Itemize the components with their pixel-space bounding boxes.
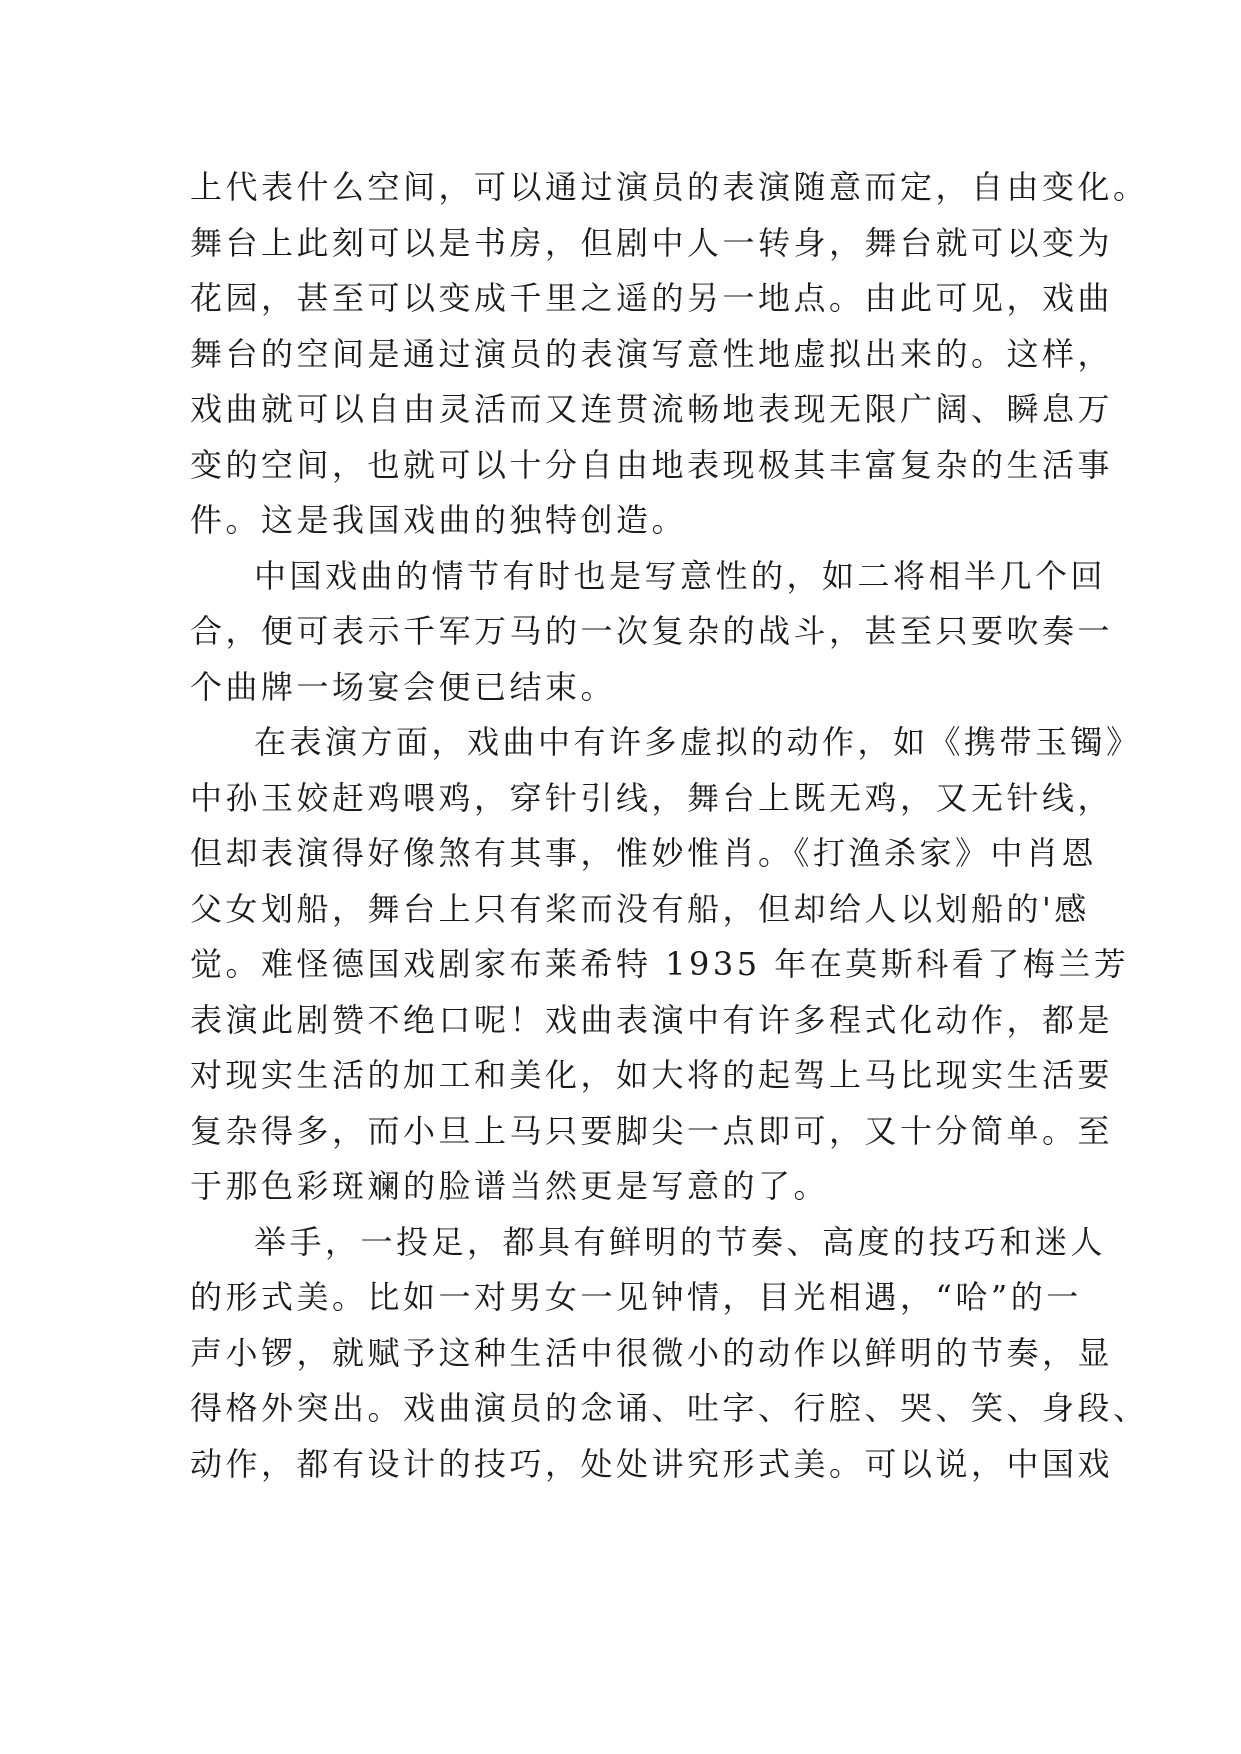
- paragraph-4: [190, 1215, 1149, 1493]
- text-line: 个曲牌一场宴会便已结束。: [190, 667, 617, 706]
- paragraph-1: [190, 160, 1149, 549]
- text-line: 对现实生活的加工和美化，如大将的起驾上马比现实生活要: [190, 1056, 1114, 1094]
- text-line: 声小锣，就赋予这种生活中很微小的动作以鲜明的节奏，显: [190, 1333, 1114, 1372]
- text-line: 但却表演得好像煞有其事，惟妙惟肖。《打渔杀家》中肖恩: [190, 834, 1098, 872]
- body-text: [190, 160, 1149, 1492]
- text-line: 戏曲就可以自由灵活而又连贯流畅地表现无限广阔、瞬息万: [190, 390, 1114, 428]
- text-line: 舞台的空间是通过演员的表演写意性地虚拟出来的。这样，: [190, 334, 1114, 373]
- paragraph-3: [190, 715, 1142, 1215]
- text-line: 父女划船，舞台上只有桨而没有船，但却给人以划船的'感: [190, 889, 1090, 928]
- text-line: 在表演方面，戏曲中有许多虚拟的动作，如《携带玉镯》: [254, 723, 1142, 761]
- text-line: 中孙玉姣赶鸡喂鸡，穿针引线，舞台上既无鸡，又无针线，: [190, 778, 1114, 817]
- text-line: 舞台上此刻可以是书房，但剧中人一转身，舞台就可以变为: [190, 223, 1114, 262]
- text-line: 上代表什么空间，可以通过演员的表演随意而定，自由变化。: [190, 168, 1149, 206]
- text-line: 的形式美。比如一对男女一见钟情，目光相遇，“哈”的一: [190, 1278, 1082, 1316]
- text-line: 合，便可表示千军万马的一次复杂的战斗，甚至只要吹奏一: [190, 612, 1114, 650]
- text-line: 件。这是我国戏曲的独特创造。: [190, 501, 688, 539]
- text-line: 复杂得多，而小旦上马只要脚尖一点即可，又十分简单。至: [190, 1111, 1114, 1150]
- text-line: 表演此剧赞不绝口呢！戏曲表演中有许多程式化动作，都是: [190, 1000, 1114, 1039]
- paragraph-2: [190, 549, 1114, 716]
- text-line: 于那色彩斑斓的脸谱当然更是写意的了。: [190, 1167, 830, 1205]
- text-line: 得格外突出。戏曲演员的念诵、吐字、行腔、哭、笑、身段、: [190, 1389, 1149, 1427]
- text-line: 花园，甚至可以变成千里之遥的另一地点。由此可见，戏曲: [190, 279, 1114, 317]
- text-line: 中国戏曲的情节有时也是写意性的，如二将相半几个回: [254, 556, 1107, 595]
- text-line: 动作，都有设计的技巧，处处讲究形式美。可以说，中国戏: [190, 1444, 1114, 1483]
- text-line: 变的空间，也就可以十分自由地表现极其丰富复杂的生活事: [190, 445, 1114, 484]
- text-line: 觉。难怪德国戏剧家布莱希特 1935 年在莫斯科看了梅兰芳: [190, 945, 1130, 983]
- text-line: 举手，一投足，都具有鲜明的节奏、高度的技巧和迷人: [254, 1222, 1107, 1261]
